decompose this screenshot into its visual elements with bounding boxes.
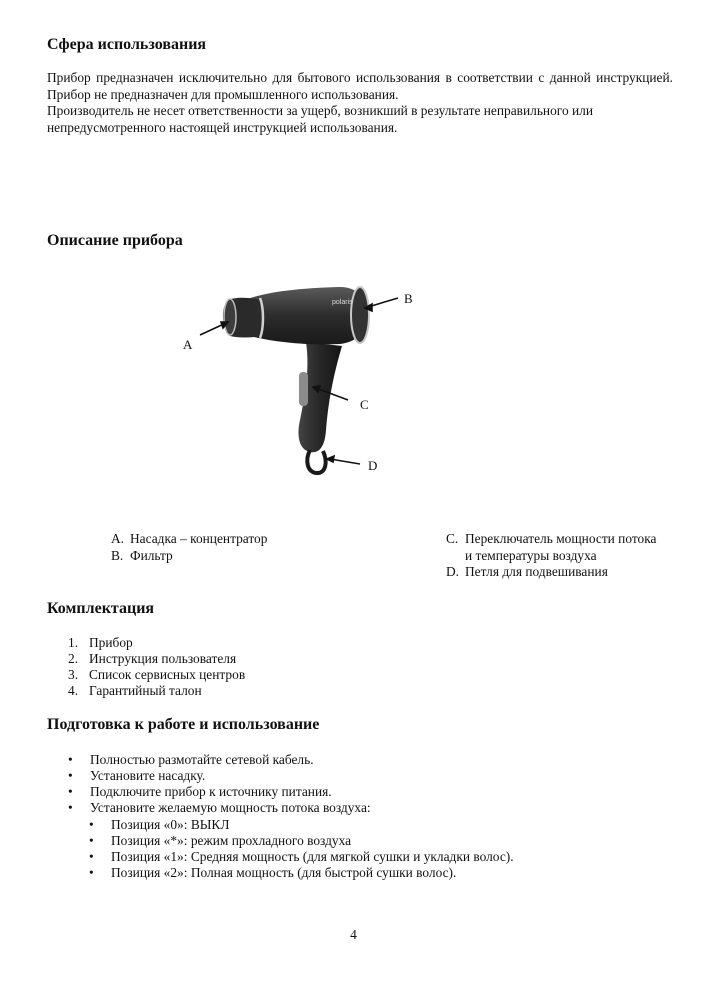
- bullet: •: [68, 800, 73, 815]
- part-letter: A.: [111, 531, 125, 546]
- item-text: Установите желаемую мощность потока воздуха:: [90, 800, 371, 815]
- bullet: •: [68, 784, 73, 799]
- arrow-d: [330, 459, 360, 464]
- list-item: [89, 817, 514, 833]
- bullet: •: [89, 833, 94, 848]
- item-text: Позиция «*»: режим прохладного воздуха: [111, 833, 352, 848]
- bullet: •: [89, 865, 94, 880]
- bullet: •: [89, 849, 94, 864]
- list-item: [89, 833, 514, 849]
- part-letter: C.: [446, 531, 459, 546]
- list-item: [68, 800, 371, 816]
- list-item: [68, 768, 371, 784]
- part-text: и температуры воздуха: [465, 547, 597, 563]
- part-item: [111, 548, 267, 565]
- hair-dryer-image: [160, 270, 430, 490]
- item-text: Позиция «0»: ВЫКЛ: [111, 817, 230, 832]
- item-text: Позиция «2»: Полная мощность (для быстрой сушки волос).: [111, 865, 457, 880]
- callout-a-label: A: [183, 337, 193, 352]
- hair-dryer-illustration: [160, 270, 430, 490]
- hanging-loop-shape: [307, 450, 325, 473]
- part-letter: D.: [446, 564, 460, 579]
- item-text: Установите насадку.: [90, 768, 206, 783]
- list-item: [68, 635, 245, 651]
- callout-b-label: B: [404, 291, 413, 306]
- part-item: [446, 531, 656, 548]
- item-text: Гарантийный талон: [89, 683, 202, 698]
- list-item: [68, 752, 371, 768]
- item-text: Список сервисных центров: [89, 667, 246, 682]
- item-text: Полностью размотайте сетевой кабель.: [90, 752, 314, 767]
- part-item-continuation: [446, 548, 656, 565]
- item-text: Инструкция пользователя: [89, 651, 237, 666]
- list-item: [89, 849, 514, 865]
- item-number: 2.: [68, 651, 79, 666]
- item-number: 3.: [68, 667, 79, 682]
- bullet: •: [68, 752, 73, 767]
- contents-heading: Комплектация: [47, 600, 155, 617]
- power-position-list: [89, 817, 514, 881]
- list-item: [89, 865, 514, 881]
- part-letter: B.: [111, 547, 124, 563]
- scope-paragraph-1: Прибор предназначен исключительно для бытового использования в соответствии с данной инструкцией. Прибор не предназначен для промышленного использования.: [47, 70, 673, 102]
- callout-c-label: C: [360, 397, 369, 412]
- item-text: Прибор: [89, 635, 133, 650]
- preparation-heading: Подготовка к работе и использование: [47, 716, 320, 733]
- item-number: 4.: [68, 683, 79, 698]
- contents-list: [68, 635, 245, 699]
- parts-list-left: [111, 531, 267, 564]
- filter-ring-shape: [351, 287, 369, 343]
- item-text: Позиция «1»: Средняя мощность (для мягкой сушки и укладки волос).: [111, 849, 514, 864]
- parts-list-right: [446, 531, 656, 581]
- scope-paragraph-2: Производитель не несет ответственности за ущерб, возникший в результате неправильного или непредусмотренного настоящей инструкцией использования.: [47, 103, 594, 135]
- bullet: •: [89, 817, 94, 832]
- list-item: [68, 667, 245, 683]
- part-item: [446, 564, 656, 581]
- part-text: Насадка – концентратор: [130, 531, 268, 546]
- power-switch-shape: [299, 372, 308, 406]
- part-item: [111, 531, 267, 548]
- bullet: •: [68, 768, 73, 783]
- arrow-d-head: [327, 456, 334, 462]
- page-number: 4: [350, 927, 357, 942]
- list-item: [68, 784, 371, 800]
- part-text: Фильтр: [130, 547, 173, 563]
- brand-logo: polaris: [332, 299, 353, 306]
- callout-d-label: D: [368, 458, 378, 473]
- item-text: Подключите прибор к источнику питания.: [90, 784, 332, 799]
- list-item: [68, 651, 245, 667]
- part-text: Петля для подвешивания: [465, 564, 608, 579]
- preparation-list: [68, 752, 371, 816]
- scope-heading: Сфера использования: [47, 36, 207, 53]
- part-text: Переключатель мощности потока: [465, 531, 657, 546]
- item-number: 1.: [68, 635, 79, 650]
- list-item: [68, 683, 245, 699]
- nozzle-front: [224, 299, 236, 335]
- description-heading: Описание прибора: [47, 232, 183, 249]
